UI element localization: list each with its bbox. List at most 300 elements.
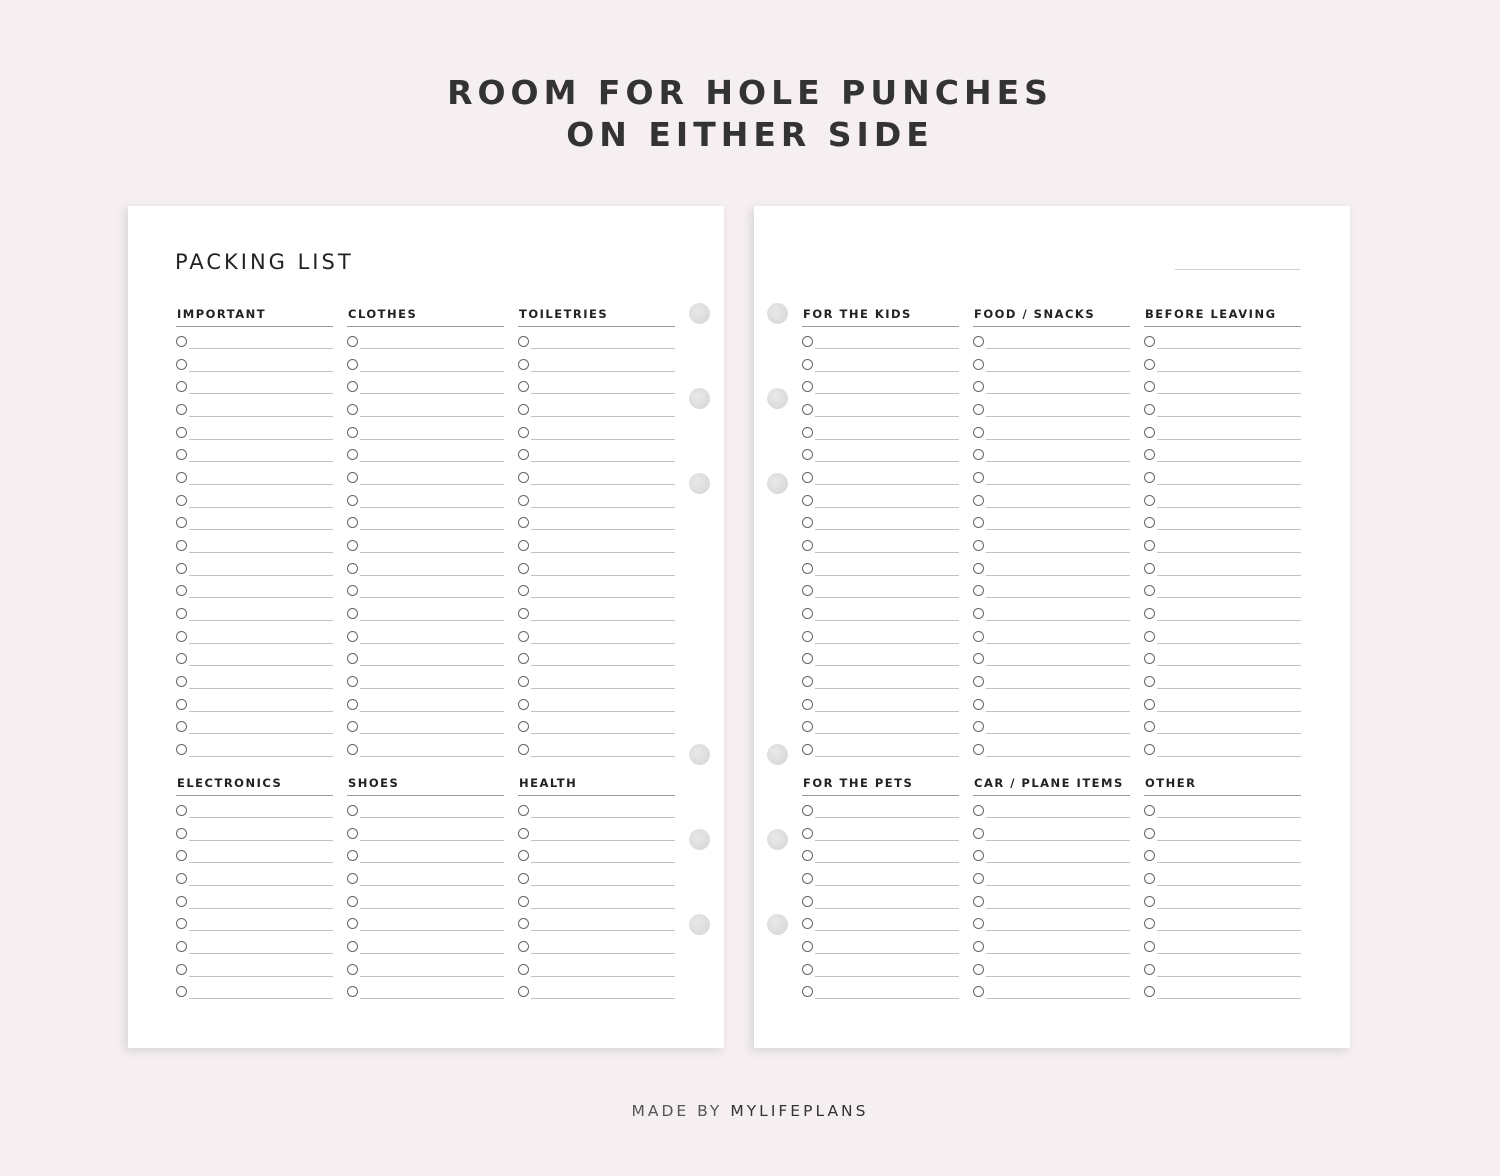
section-heading: OTHER — [1144, 775, 1301, 796]
checklist-item — [973, 508, 1130, 531]
checkbox-circle-icon — [973, 721, 984, 732]
checklist-item — [802, 796, 959, 819]
right-planner-page — [754, 206, 1350, 1048]
checkbox-circle-icon — [347, 427, 358, 438]
checklist-item — [973, 909, 1130, 932]
checkbox-circle-icon — [518, 563, 529, 574]
checklist-item — [802, 599, 959, 622]
checklist-item — [802, 576, 959, 599]
footer-brand: MYLIFEPLANS — [730, 1102, 869, 1120]
checklist-item — [176, 932, 333, 955]
checkbox-circle-icon — [347, 805, 358, 816]
checkbox-circle-icon — [347, 540, 358, 551]
checklist-item — [973, 622, 1130, 645]
checkbox-circle-icon — [347, 631, 358, 642]
checkbox-circle-icon — [973, 585, 984, 596]
checkbox-circle-icon — [518, 472, 529, 483]
checklist-item — [176, 955, 333, 978]
checklist-item — [518, 508, 675, 531]
checkbox-circle-icon — [518, 540, 529, 551]
checklist-item — [973, 395, 1130, 418]
checklist-item — [176, 735, 333, 758]
checklist-item — [973, 819, 1130, 842]
checkbox-circle-icon — [973, 336, 984, 347]
checkbox-circle-icon — [973, 896, 984, 907]
checklist-item — [347, 418, 504, 441]
checklist-item — [518, 644, 675, 667]
checklist-item — [1144, 531, 1301, 554]
checkbox-circle-icon — [1144, 517, 1155, 528]
checklist-item — [802, 395, 959, 418]
checklist-item — [347, 977, 504, 1000]
left-planner-page — [128, 206, 724, 1048]
checkbox-circle-icon — [802, 449, 813, 460]
write-line — [815, 998, 959, 999]
checklist-item — [1144, 955, 1301, 978]
checklist-item — [802, 977, 959, 1000]
checklist-item — [347, 712, 504, 735]
checklist-item — [518, 932, 675, 955]
checklist-item — [518, 554, 675, 577]
checklist-item — [802, 350, 959, 373]
checkbox-circle-icon — [176, 676, 187, 687]
checklist-item — [1144, 622, 1301, 645]
checkbox-circle-icon — [802, 563, 813, 574]
checkbox-circle-icon — [518, 427, 529, 438]
checkbox-circle-icon — [176, 381, 187, 392]
checklist-item — [176, 887, 333, 910]
title-blank-line — [1175, 269, 1300, 270]
checkbox-circle-icon — [973, 828, 984, 839]
checkbox-circle-icon — [176, 631, 187, 642]
checklist-item — [176, 977, 333, 1000]
checklist-item — [518, 372, 675, 395]
checklist-item — [973, 372, 1130, 395]
checklist-item — [1144, 932, 1301, 955]
checklist-item — [802, 841, 959, 864]
checklist-item — [973, 796, 1130, 819]
checkbox-circle-icon — [973, 744, 984, 755]
checklist-item — [518, 440, 675, 463]
checkbox-circle-icon — [1144, 850, 1155, 861]
checkbox-circle-icon — [1144, 359, 1155, 370]
checkbox-circle-icon — [973, 918, 984, 929]
checkbox-circle-icon — [1144, 699, 1155, 710]
checkbox-circle-icon — [176, 721, 187, 732]
checkbox-circle-icon — [347, 699, 358, 710]
checkbox-circle-icon — [802, 850, 813, 861]
checkbox-circle-icon — [802, 495, 813, 506]
section-electronics — [176, 775, 333, 1000]
checklist-item — [973, 576, 1130, 599]
checklist-item — [176, 667, 333, 690]
checkbox-circle-icon — [802, 608, 813, 619]
checkbox-circle-icon — [1144, 472, 1155, 483]
hole-punch-mark — [689, 473, 710, 494]
checkbox-circle-icon — [518, 359, 529, 370]
checkbox-circle-icon — [1144, 721, 1155, 732]
checkbox-circle-icon — [802, 896, 813, 907]
hole-punch-mark — [689, 829, 710, 850]
checklist-item — [1144, 819, 1301, 842]
checklist-item — [1144, 327, 1301, 350]
checklist-item — [347, 463, 504, 486]
headline — [0, 72, 1500, 156]
checklist-item — [347, 667, 504, 690]
checkbox-circle-icon — [1144, 744, 1155, 755]
checklist-item — [1144, 667, 1301, 690]
section-other — [1144, 775, 1301, 1000]
checklist-item — [347, 372, 504, 395]
checkbox-circle-icon — [973, 427, 984, 438]
checklist-item — [176, 599, 333, 622]
checklist-item — [176, 531, 333, 554]
checkbox-circle-icon — [176, 805, 187, 816]
checkbox-circle-icon — [176, 653, 187, 664]
checklist-item — [973, 350, 1130, 373]
checkbox-circle-icon — [347, 381, 358, 392]
checkbox-circle-icon — [802, 699, 813, 710]
checkbox-circle-icon — [347, 404, 358, 415]
checkbox-circle-icon — [802, 381, 813, 392]
checklist-item — [802, 418, 959, 441]
checkbox-circle-icon — [1144, 896, 1155, 907]
checklist-item — [518, 576, 675, 599]
checklist-item — [176, 440, 333, 463]
checklist-item — [347, 735, 504, 758]
checkbox-circle-icon — [176, 404, 187, 415]
checklist-item — [1144, 576, 1301, 599]
checklist-item — [1144, 977, 1301, 1000]
write-line — [986, 998, 1130, 999]
checkbox-circle-icon — [176, 608, 187, 619]
checkbox-circle-icon — [347, 563, 358, 574]
checklist-item — [1144, 350, 1301, 373]
section-heading: BEFORE LEAVING — [1144, 306, 1301, 327]
checklist-item — [518, 622, 675, 645]
checklist-item — [176, 576, 333, 599]
checkbox-circle-icon — [1144, 653, 1155, 664]
checkbox-circle-icon — [518, 986, 529, 997]
checklist-item — [1144, 372, 1301, 395]
checklist-item — [802, 735, 959, 758]
checkbox-circle-icon — [518, 495, 529, 506]
checklist-item — [518, 531, 675, 554]
checklist-item — [1144, 463, 1301, 486]
hole-punch-mark — [767, 914, 788, 935]
checklist-item — [802, 909, 959, 932]
checklist-item — [973, 667, 1130, 690]
checkbox-circle-icon — [973, 805, 984, 816]
checklist-item — [518, 735, 675, 758]
checkbox-circle-icon — [518, 585, 529, 596]
checklist-item — [518, 486, 675, 509]
checkbox-circle-icon — [518, 964, 529, 975]
checklist-item — [802, 955, 959, 978]
checklist-item — [1144, 644, 1301, 667]
checkbox-circle-icon — [1144, 676, 1155, 687]
section-heading: FOR THE KIDS — [802, 306, 959, 327]
checkbox-circle-icon — [973, 873, 984, 884]
checkbox-circle-icon — [347, 941, 358, 952]
checklist-item — [518, 418, 675, 441]
checklist-item — [1144, 418, 1301, 441]
section-for-the-pets — [802, 775, 959, 1000]
checklist-item — [802, 508, 959, 531]
write-line — [815, 756, 959, 757]
checkbox-circle-icon — [347, 653, 358, 664]
checkbox-circle-icon — [973, 676, 984, 687]
section-heading: HEALTH — [518, 775, 675, 796]
checkbox-circle-icon — [802, 676, 813, 687]
checklist-item — [347, 395, 504, 418]
checkbox-circle-icon — [176, 563, 187, 574]
section-heading: CAR / PLANE ITEMS — [973, 775, 1130, 796]
checklist-item — [973, 712, 1130, 735]
hole-punch-mark — [689, 744, 710, 765]
checklist-item — [176, 463, 333, 486]
checkbox-circle-icon — [973, 631, 984, 642]
checkbox-circle-icon — [1144, 964, 1155, 975]
section-before-leaving — [1144, 306, 1301, 757]
hole-punch-mark — [767, 388, 788, 409]
checkbox-circle-icon — [347, 359, 358, 370]
checklist-item — [1144, 796, 1301, 819]
checklist-item — [1144, 486, 1301, 509]
checkbox-circle-icon — [347, 449, 358, 460]
checkbox-circle-icon — [973, 404, 984, 415]
checkbox-circle-icon — [802, 873, 813, 884]
checkbox-circle-icon — [802, 653, 813, 664]
checkbox-circle-icon — [802, 721, 813, 732]
checkbox-circle-icon — [1144, 427, 1155, 438]
checklist-item — [1144, 508, 1301, 531]
checklist-item — [518, 712, 675, 735]
write-line — [986, 756, 1130, 757]
checklist-item — [176, 644, 333, 667]
checkbox-circle-icon — [518, 721, 529, 732]
checkbox-circle-icon — [973, 472, 984, 483]
checklist-item — [347, 350, 504, 373]
checklist-item — [973, 554, 1130, 577]
hole-punch-mark — [767, 473, 788, 494]
checklist-item — [973, 887, 1130, 910]
section-heading: IMPORTANT — [176, 306, 333, 327]
section-shoes — [347, 775, 504, 1000]
checklist-item — [973, 864, 1130, 887]
checklist-item — [1144, 909, 1301, 932]
checkbox-circle-icon — [347, 585, 358, 596]
checkbox-circle-icon — [347, 918, 358, 929]
checklist-item — [518, 395, 675, 418]
checklist-item — [1144, 554, 1301, 577]
checklist-item — [176, 622, 333, 645]
checkbox-circle-icon — [176, 986, 187, 997]
checkbox-circle-icon — [973, 986, 984, 997]
checkbox-circle-icon — [802, 631, 813, 642]
checkbox-circle-icon — [176, 472, 187, 483]
checklist-item — [802, 554, 959, 577]
checklist-item — [347, 508, 504, 531]
section-food-snacks — [973, 306, 1130, 757]
section-for-the-kids — [802, 306, 959, 757]
checklist-item — [973, 932, 1130, 955]
checkbox-circle-icon — [802, 828, 813, 839]
checkbox-circle-icon — [176, 744, 187, 755]
checkbox-circle-icon — [518, 744, 529, 755]
checkbox-circle-icon — [973, 517, 984, 528]
checkbox-circle-icon — [802, 359, 813, 370]
checklist-item — [802, 327, 959, 350]
checkbox-circle-icon — [518, 699, 529, 710]
checkbox-circle-icon — [802, 986, 813, 997]
checkbox-circle-icon — [347, 896, 358, 907]
checklist-item — [973, 735, 1130, 758]
checklist-item — [1144, 864, 1301, 887]
checklist-item — [518, 841, 675, 864]
checklist-item — [176, 418, 333, 441]
checklist-item — [176, 486, 333, 509]
checklist-item — [802, 932, 959, 955]
checkbox-circle-icon — [176, 873, 187, 884]
checklist-item — [1144, 841, 1301, 864]
checkbox-circle-icon — [1144, 336, 1155, 347]
checklist-item — [176, 796, 333, 819]
checklist-item — [1144, 690, 1301, 713]
checklist-item — [347, 599, 504, 622]
checklist-item — [347, 576, 504, 599]
checkbox-circle-icon — [802, 517, 813, 528]
checkbox-circle-icon — [1144, 404, 1155, 415]
headline-line-1: ROOM FOR HOLE PUNCHES — [447, 73, 1053, 112]
checkbox-circle-icon — [518, 381, 529, 392]
checklist-item — [518, 796, 675, 819]
checkbox-circle-icon — [347, 608, 358, 619]
checkbox-circle-icon — [518, 805, 529, 816]
checklist-item — [176, 554, 333, 577]
checkbox-circle-icon — [518, 918, 529, 929]
checklist-item — [973, 486, 1130, 509]
section-heading: FOR THE PETS — [802, 775, 959, 796]
checkbox-circle-icon — [176, 964, 187, 975]
checkbox-circle-icon — [802, 540, 813, 551]
checkbox-circle-icon — [802, 585, 813, 596]
checklist-item — [518, 819, 675, 842]
checklist-item — [176, 395, 333, 418]
section-car-plane-items — [973, 775, 1130, 1000]
checklist-item — [518, 909, 675, 932]
checkbox-circle-icon — [1144, 986, 1155, 997]
checklist-item — [176, 864, 333, 887]
checkbox-circle-icon — [518, 336, 529, 347]
checkbox-circle-icon — [347, 964, 358, 975]
checkbox-circle-icon — [1144, 381, 1155, 392]
checkbox-circle-icon — [518, 653, 529, 664]
write-line — [1157, 756, 1301, 757]
checkbox-circle-icon — [176, 850, 187, 861]
checklist-item — [347, 440, 504, 463]
checkbox-circle-icon — [1144, 873, 1155, 884]
checkbox-circle-icon — [973, 964, 984, 975]
checkbox-circle-icon — [347, 472, 358, 483]
checkbox-circle-icon — [973, 540, 984, 551]
checklist-item — [802, 440, 959, 463]
checkbox-circle-icon — [973, 850, 984, 861]
checkbox-circle-icon — [347, 873, 358, 884]
section-heading: FOOD / SNACKS — [973, 306, 1130, 327]
checklist-item — [1144, 735, 1301, 758]
checklist-item — [802, 463, 959, 486]
checklist-item — [973, 977, 1130, 1000]
checklist-item — [176, 819, 333, 842]
checklist-item — [347, 887, 504, 910]
section-clothes — [347, 306, 504, 757]
checklist-item — [973, 599, 1130, 622]
checklist-item — [176, 841, 333, 864]
checkbox-circle-icon — [1144, 608, 1155, 619]
checkbox-circle-icon — [973, 449, 984, 460]
checklist-item — [176, 712, 333, 735]
write-line — [360, 756, 504, 757]
checklist-item — [176, 690, 333, 713]
checkbox-circle-icon — [802, 427, 813, 438]
checklist-item — [347, 864, 504, 887]
checklist-item — [802, 690, 959, 713]
checklist-item — [347, 841, 504, 864]
checklist-item — [347, 531, 504, 554]
checkbox-circle-icon — [176, 427, 187, 438]
checkbox-circle-icon — [518, 828, 529, 839]
checklist-item — [518, 955, 675, 978]
checkbox-circle-icon — [176, 585, 187, 596]
checkbox-circle-icon — [176, 941, 187, 952]
checklist-item — [973, 690, 1130, 713]
checklist-item — [347, 796, 504, 819]
checkbox-circle-icon — [176, 517, 187, 528]
checkbox-circle-icon — [176, 540, 187, 551]
checkbox-circle-icon — [518, 449, 529, 460]
checklist-item — [518, 977, 675, 1000]
footer-prefix: MADE BY — [631, 1102, 723, 1120]
checkbox-circle-icon — [1144, 563, 1155, 574]
checkbox-circle-icon — [176, 699, 187, 710]
checklist-item — [802, 819, 959, 842]
checkbox-circle-icon — [518, 676, 529, 687]
checkbox-circle-icon — [973, 653, 984, 664]
checkbox-circle-icon — [802, 918, 813, 929]
checkbox-circle-icon — [802, 941, 813, 952]
checkbox-circle-icon — [347, 986, 358, 997]
hole-punch-mark — [689, 914, 710, 935]
checklist-item — [973, 531, 1130, 554]
write-line — [360, 998, 504, 999]
checklist-item — [176, 372, 333, 395]
checklist-item — [518, 864, 675, 887]
checklist-item — [347, 554, 504, 577]
checklist-item — [518, 350, 675, 373]
checkbox-circle-icon — [176, 359, 187, 370]
checkbox-circle-icon — [518, 850, 529, 861]
hole-punch-mark — [689, 388, 710, 409]
checklist-item — [802, 486, 959, 509]
checklist-item — [802, 667, 959, 690]
checkbox-circle-icon — [1144, 540, 1155, 551]
checklist-item — [518, 599, 675, 622]
checklist-item — [518, 327, 675, 350]
write-line — [1157, 998, 1301, 999]
checklist-item — [1144, 712, 1301, 735]
checkbox-circle-icon — [176, 896, 187, 907]
